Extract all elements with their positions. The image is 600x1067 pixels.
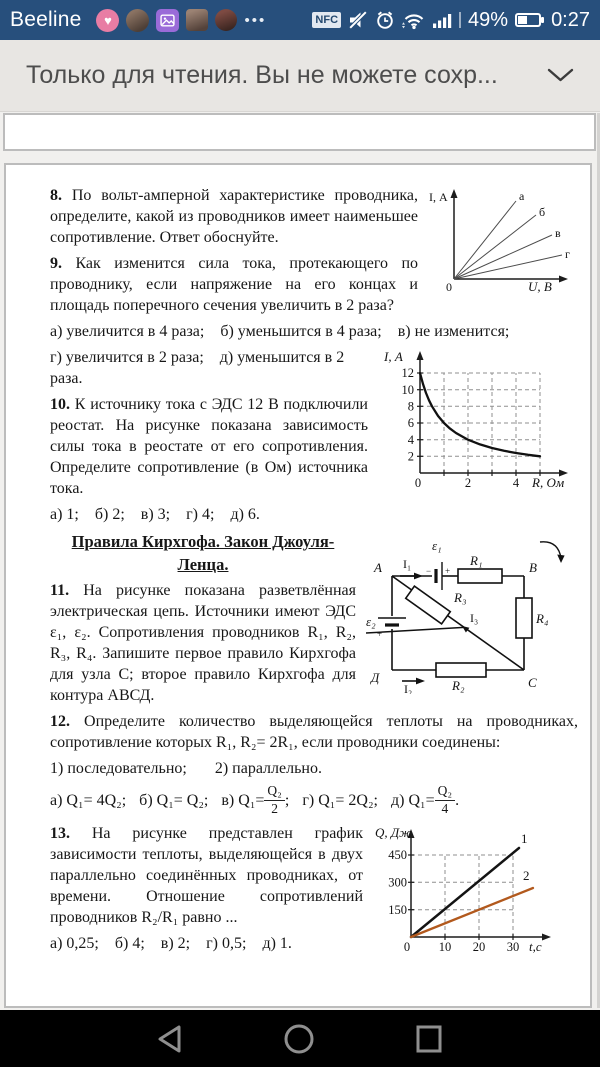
ir-xtick-2: 2 — [464, 476, 472, 489]
question-9-number: 9. — [50, 255, 62, 272]
circuit-emf1-label: ε₁ — [432, 538, 442, 553]
question-12-text: Определите количество выделяющейся теплоты на проводниках, сопротивление которых R₁, R₂= 2R₁, если проводники соединены: — [50, 713, 579, 751]
q12-option-b: б) Q₁= Q₂; — [139, 791, 209, 809]
back-icon — [157, 1024, 183, 1054]
question-13-text: На рисунке представлен график зависимости теплоты, выделяющейся в двух параллельно соединённых проводниках, от времени. Отношение сопротивлений проводников R₂/R₁ равно ... — [50, 824, 363, 926]
qt-xtick-0: 0 — [403, 939, 411, 954]
question-10-options: а) 1; б) 2; в) 3; г) 4; д) 6. — [50, 506, 260, 523]
question-9-text: Как изменится сила тока, протекающего по проводнику, если напряжение на его концах и площадь поперечного сечения увеличить в 2 раза? — [50, 255, 419, 314]
heart-notification-icon — [96, 9, 119, 32]
vac-line-g-label: г — [565, 247, 570, 261]
circuit-r2-label: R₂ — [452, 678, 465, 693]
question-8-number: 8. — [50, 187, 62, 204]
readonly-message: Только для чтения. Вы не можете сохр... — [26, 61, 498, 89]
ir-ytick-4: 4 — [407, 433, 414, 447]
circuit-emf1-plus: + — [445, 566, 451, 576]
circuit-i2-label: I₂ — [404, 682, 413, 694]
nfc-icon: NFC — [312, 12, 341, 28]
status-bar — [0, 0, 600, 40]
qt-xtick-20: 20 — [472, 939, 486, 954]
avatar-notification-icon-3 — [215, 9, 237, 31]
heat-time-graph — [373, 823, 578, 959]
vac-origin-label: 0 — [446, 280, 452, 293]
current-resistance-graph — [378, 347, 578, 489]
qt-xlabel: t,с — [529, 938, 542, 954]
question-13-options: а) 0,25; б) 4; в) 2; г) 0,5; д) 1. — [50, 934, 292, 952]
wifi-icon — [402, 10, 426, 30]
q12-option-a: а) Q₁= 4Q₂; — [50, 791, 127, 809]
ir-ytick-2: 2 — [407, 449, 414, 464]
home-button[interactable] — [283, 1023, 315, 1055]
qt-ytick-300: 300 — [388, 875, 407, 890]
qt-xtick-30: 30 — [506, 939, 520, 954]
circuit-i3-label: I₃ — [470, 611, 479, 625]
question-10-number: 10. — [50, 396, 70, 413]
question-11-number: 11. — [50, 582, 70, 599]
signal-icon — [433, 12, 452, 28]
q12-option-v-prefix: в) Q₁= — [221, 791, 265, 809]
q12-option-v — [221, 784, 289, 817]
status-separator — [459, 12, 461, 28]
question-11-text: На рисунке показана разветвлённая электрическая цепь. Источники имеют ЭДС ε₁, ε₂. Сопротивления проводников R₁, R₂, R₃, R₄. Запишите первое правило Кирхгофа для узла С; второе правило Кирхгофа для контура АВСД. — [50, 582, 357, 704]
vac-line-b-label: б — [539, 205, 546, 219]
q12-option-d-denominator: 4 — [441, 800, 449, 816]
q12-option-d-suffix: . — [455, 791, 460, 809]
circuit-r3-label: R₃ — [454, 590, 467, 605]
question-9-options-1: а) увеличится в 4 раза; б) уменьшится в 4 раза; в) не изменится; — [50, 323, 510, 340]
recents-button[interactable] — [415, 1024, 443, 1054]
qt-ylabel: Q, Дж — [375, 824, 412, 840]
vac-ylabel: I, А — [429, 190, 448, 204]
q12-option-d — [391, 784, 459, 817]
vac-graph — [428, 185, 578, 293]
q12-option-v-suffix: ; — [284, 791, 290, 809]
carrier-label: Beeline — [10, 8, 82, 31]
circuit-emf2-label: ε₂ — [366, 614, 376, 629]
ir-ylabel: I, А — [384, 349, 403, 364]
mute-icon — [348, 10, 368, 30]
circuit-diagram — [366, 530, 578, 694]
circuit-r1-label: R₁ — [470, 553, 483, 568]
back-button[interactable] — [157, 1024, 183, 1054]
circuit-emf1-minus: − — [426, 566, 432, 576]
more-notifications-icon: ••• — [244, 11, 267, 29]
q12-option-d-numerator: Q₂ — [435, 784, 455, 801]
question-10-text: К источнику тока с ЭДС 12 В подключили реостат. На рисунке показана зависимость силы тока в реостате от его сопротивления. Определите сопротивление (в Ом) источника тока. — [50, 396, 368, 497]
circuit-node-c: С — [528, 675, 537, 690]
q12-option-g: г) Q₁= 2Q₂; — [302, 791, 378, 809]
question-9-options-2: г) увеличится в 2 раза; д) уменьшится в 2 раза. — [50, 349, 345, 387]
recents-icon — [415, 1024, 443, 1054]
question-8-text: По вольт-амперной характеристике проводника, определите, какой из проводников имеет наименьшее сопротивление. Ответ обоснуйте. — [50, 187, 418, 246]
q12-option-d-fraction — [435, 784, 455, 817]
q12-option-d-prefix: д) Q₁= — [390, 791, 435, 809]
ir-ytick-6: 6 — [407, 416, 414, 430]
qt-xtick-10: 10 — [438, 939, 452, 954]
gallery-notification-icon — [156, 9, 179, 32]
ir-xtick-0: 0 — [414, 476, 422, 489]
ir-ytick-10: 10 — [401, 383, 414, 397]
ir-xlabel: R, Ом — [532, 475, 565, 489]
alarm-icon — [375, 10, 395, 30]
chevron-down-icon[interactable] — [547, 68, 574, 83]
ir-ytick-12: 12 — [401, 366, 414, 380]
avatar-notification-icon-2 — [186, 9, 208, 31]
battery-icon — [515, 13, 541, 27]
page-content — [6, 165, 590, 954]
vac-xlabel: U, В — [528, 279, 552, 293]
qt-ytick-450: 450 — [388, 847, 407, 862]
qt-ytick-150: 150 — [388, 902, 407, 917]
qt-series-2-label: 2 — [523, 867, 530, 883]
circuit-node-b: В — [529, 560, 537, 575]
q12-option-v-fraction — [264, 784, 284, 817]
ir-ytick-8: 8 — [407, 399, 414, 414]
vac-line-a-label: а — [519, 189, 525, 203]
circuit-i1-label: I₁ — [403, 557, 412, 571]
circuit-r4-label: R₄ — [536, 611, 549, 626]
circuit-node-a: А — [374, 560, 382, 575]
vac-line-v-label: в — [555, 226, 561, 240]
ir-xtick-4: 4 — [512, 476, 520, 489]
question-13-number: 13. — [50, 824, 70, 842]
gallery-icon — [160, 13, 175, 28]
clock-label: 0:27 — [551, 8, 590, 31]
document-page — [4, 163, 592, 1008]
section-heading: Правила Кирхгофа. Закон Джоуля-Ленца. — [71, 532, 335, 574]
previous-page-bottom — [3, 113, 596, 151]
circuit-node-d: Д — [371, 670, 380, 685]
home-icon — [283, 1023, 315, 1055]
q12-option-v-numerator: Q₂ — [264, 784, 284, 801]
avatar-notification-icon — [126, 9, 149, 32]
question-12-suboptions: 1) последовательно; 2) параллельно. — [50, 760, 322, 777]
question-12 — [50, 711, 578, 753]
heart-glyph: ♥ — [104, 12, 112, 28]
battery-percent-label: 49% — [468, 8, 509, 31]
qt-series-1-label: 1 — [521, 830, 528, 846]
android-nav-bar — [0, 1010, 600, 1067]
question-12-number: 12. — [50, 713, 70, 730]
q12-option-v-denominator: 2 — [271, 800, 279, 816]
question-12-options — [50, 784, 578, 817]
circuit-emf2-plus: + — [377, 629, 383, 639]
readonly-banner[interactable] — [0, 40, 600, 112]
